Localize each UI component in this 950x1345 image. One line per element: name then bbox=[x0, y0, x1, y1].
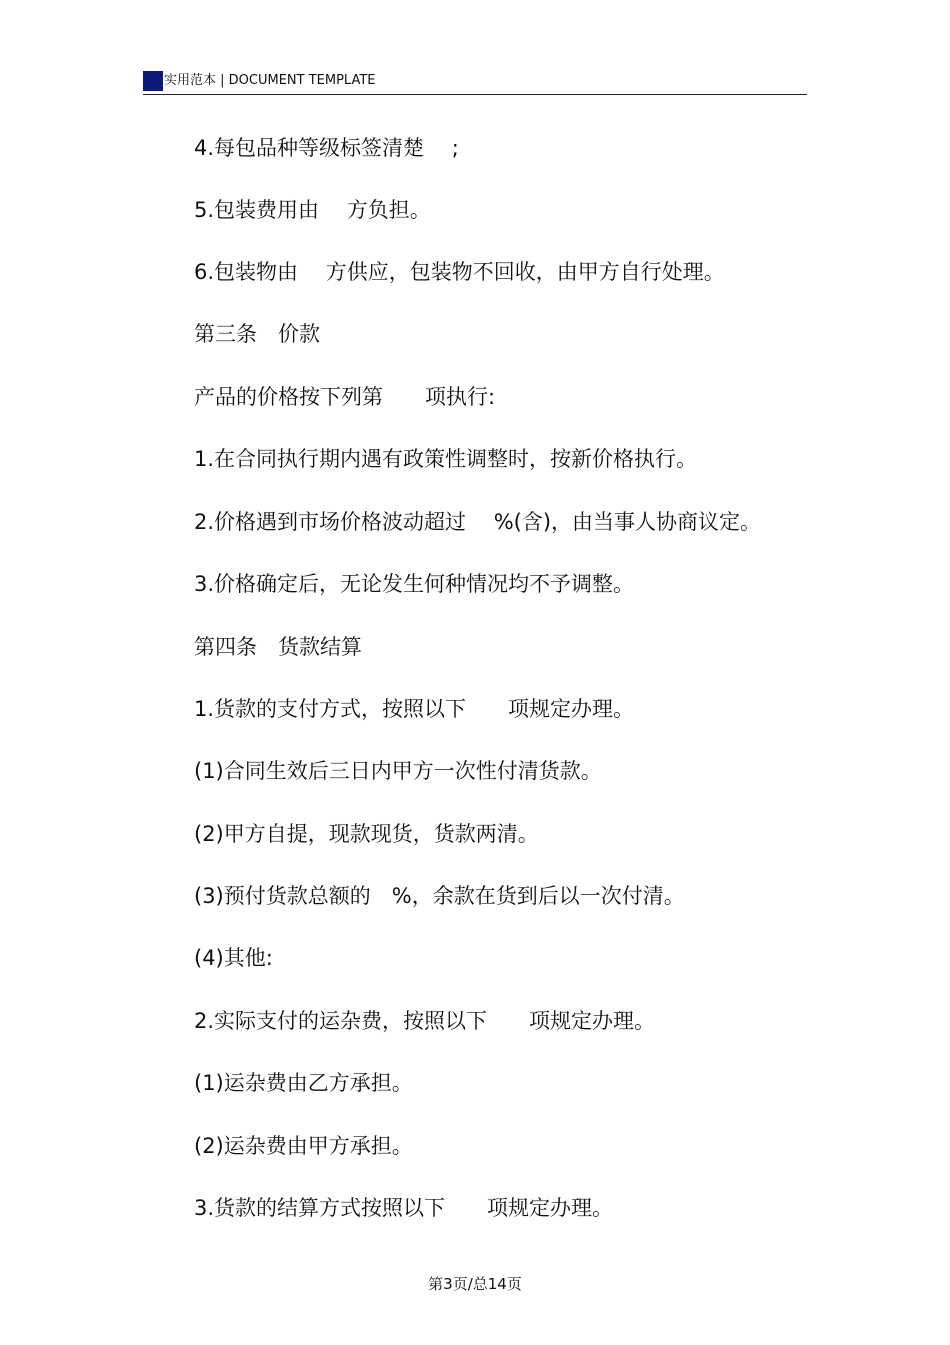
line-item: 2.实际支付的运杂费，按照以下 项规定办理。 bbox=[194, 1009, 656, 1033]
header-logo-square bbox=[143, 71, 163, 91]
header-title: 实用范本 | DOCUMENT TEMPLATE bbox=[164, 73, 376, 88]
line-item: (4)其他: bbox=[194, 946, 273, 970]
line-item: 3.货款的结算方式按照以下 项规定办理。 bbox=[194, 1196, 614, 1220]
line-item: 1.在合同执行期内遇有政策性调整时，按新价格执行。 bbox=[194, 447, 698, 471]
page-header bbox=[143, 70, 807, 95]
page-number: 第3页/总14页 bbox=[428, 1275, 522, 1293]
line-item: (2)运杂费由甲方承担。 bbox=[194, 1134, 413, 1158]
line-item: 2.价格遇到市场价格波动超过 %(含)，由当事人协商议定。 bbox=[194, 510, 762, 534]
line-item: 6.包装物由 方供应，包装物不回收，由甲方自行处理。 bbox=[194, 260, 725, 284]
section-heading: 第四条 货款结算 bbox=[194, 635, 362, 659]
line-item: 1.货款的支付方式，按照以下 项规定办理。 bbox=[194, 697, 635, 721]
line-item: 3.价格确定后，无论发生何种情况均不予调整。 bbox=[194, 572, 635, 596]
line-item: 5.包装费用由 方负担。 bbox=[194, 198, 431, 222]
line-item: 产品的价格按下列第 项执行: bbox=[194, 385, 496, 409]
line-item: (3)预付货款总额的 %，余款在货到后以一次付清。 bbox=[194, 884, 685, 908]
line-item: (2)甲方自提，现款现货，货款两清。 bbox=[194, 822, 539, 846]
line-item: (1)运杂费由乙方承担。 bbox=[194, 1071, 413, 1095]
line-item: (1)合同生效后三日内甲方一次性付清货款。 bbox=[194, 759, 602, 783]
section-heading: 第三条 价款 bbox=[194, 322, 320, 346]
line-item: 4.每包品种等级标签清楚 ; bbox=[194, 136, 459, 160]
